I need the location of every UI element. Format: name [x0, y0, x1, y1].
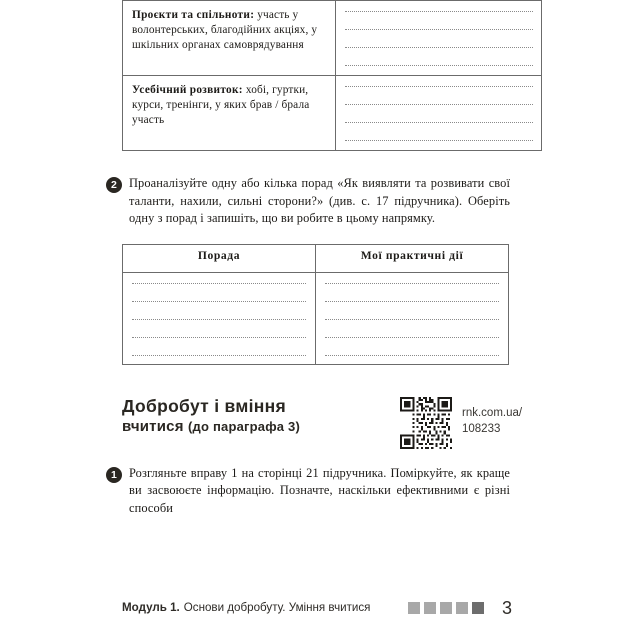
spacer — [106, 451, 510, 465]
advice-table — [122, 244, 509, 365]
activities-row-label-development — [123, 76, 336, 151]
qr-url-line2: 108233 — [462, 422, 501, 435]
section-title — [122, 395, 372, 437]
advice-header-porada: Порада — [123, 244, 316, 272]
table-row — [123, 1, 542, 76]
qr-code-icon[interactable] — [399, 397, 453, 449]
dotted-writing-line[interactable] — [132, 355, 306, 356]
dotted-writing-line[interactable] — [345, 86, 533, 87]
footer-progress-squares — [408, 597, 512, 618]
task-2 — [106, 175, 510, 228]
footer-square-2 — [424, 602, 436, 614]
dotted-writing-line[interactable] — [325, 337, 499, 338]
dotted-writing-line[interactable] — [325, 301, 499, 302]
section-title-paragraph-ref: (до параграфа 3) — [188, 418, 300, 434]
qr-url-line1: rnk.com.ua/ — [462, 406, 523, 419]
page-number: 3 — [501, 597, 512, 618]
page-content — [106, 0, 523, 518]
row-label-rest: участь у волонтерських, благодійних акціях, у шкільних органах самоврядування — [132, 9, 318, 52]
task-number-badge-1: 1 — [106, 467, 122, 483]
dotted-writing-line[interactable] — [345, 65, 533, 66]
dotted-writing-line[interactable] — [345, 104, 533, 105]
spacer — [106, 228, 510, 244]
footer-module-label: Модуль 1. — [122, 601, 180, 614]
dotted-writing-line[interactable] — [325, 283, 499, 284]
advice-cell-porada[interactable] — [123, 272, 316, 364]
row-label-rest: хобі, гуртки, курси, тренінги, у яких брав / брала участь — [132, 84, 310, 127]
table-row — [123, 76, 542, 151]
section-heading-block — [122, 395, 523, 451]
page-footer — [122, 597, 512, 618]
dotted-writing-line[interactable] — [132, 337, 306, 338]
dotted-writing-line[interactable] — [345, 47, 533, 48]
spacer — [106, 365, 510, 395]
dotted-writing-line[interactable] — [345, 11, 533, 12]
dotted-writing-line[interactable] — [325, 319, 499, 320]
footer-square-5 — [472, 602, 484, 614]
table-row — [123, 272, 509, 364]
advice-header-actions: Мої практичні дії — [316, 244, 509, 272]
dotted-writing-line[interactable] — [325, 355, 499, 356]
footer-square-4 — [456, 602, 468, 614]
footer-module-title: Основи добробуту. Уміння вчитися — [183, 601, 371, 614]
spacer — [106, 151, 510, 175]
dotted-writing-line[interactable] — [132, 319, 306, 320]
footer-square-1 — [408, 602, 420, 614]
section-title-line2 — [122, 417, 372, 437]
row-label-bold: Усебічний розвиток: — [132, 84, 243, 96]
section-title-line1: Добробут і вміння — [122, 395, 287, 416]
advice-cell-actions[interactable] — [316, 272, 509, 364]
footer-square-3 — [440, 602, 452, 614]
dotted-writing-line[interactable] — [345, 29, 533, 30]
table-header-row — [123, 244, 509, 272]
activities-row-answer-projects[interactable] — [336, 1, 542, 76]
dotted-writing-line[interactable] — [345, 122, 533, 123]
activities-row-label-projects — [123, 1, 336, 76]
dotted-writing-line[interactable] — [132, 301, 306, 302]
dotted-writing-line[interactable] — [345, 140, 533, 141]
task-1 — [106, 465, 510, 518]
task-2-text: Проаналізуйте одну або кілька порад «Як виявляти та розвивати свої таланти, нахили, сильні сторони?» (див. с. 17 підручника). Оберіть одну з порад і запишіть, що ви робите в цьому напрямку. — [129, 176, 510, 226]
activities-table — [122, 0, 542, 151]
dotted-writing-line[interactable] — [132, 283, 306, 284]
task-1-text: Розгляньте вправу 1 на сторінці 21 підручника. Поміркуйте, як краще ви засвоюєте інформацію. Позначте, наскільки ефективними є різні способи — [129, 465, 510, 515]
qr-url-text — [462, 405, 522, 437]
qr-block[interactable] — [399, 397, 522, 449]
row-label-bold: Проєкти та спільноти: — [132, 9, 255, 21]
task-number-badge-2: 2 — [106, 177, 122, 193]
section-title-line2-main: вчитися — [122, 417, 184, 435]
activities-row-answer-development[interactable] — [336, 76, 542, 151]
